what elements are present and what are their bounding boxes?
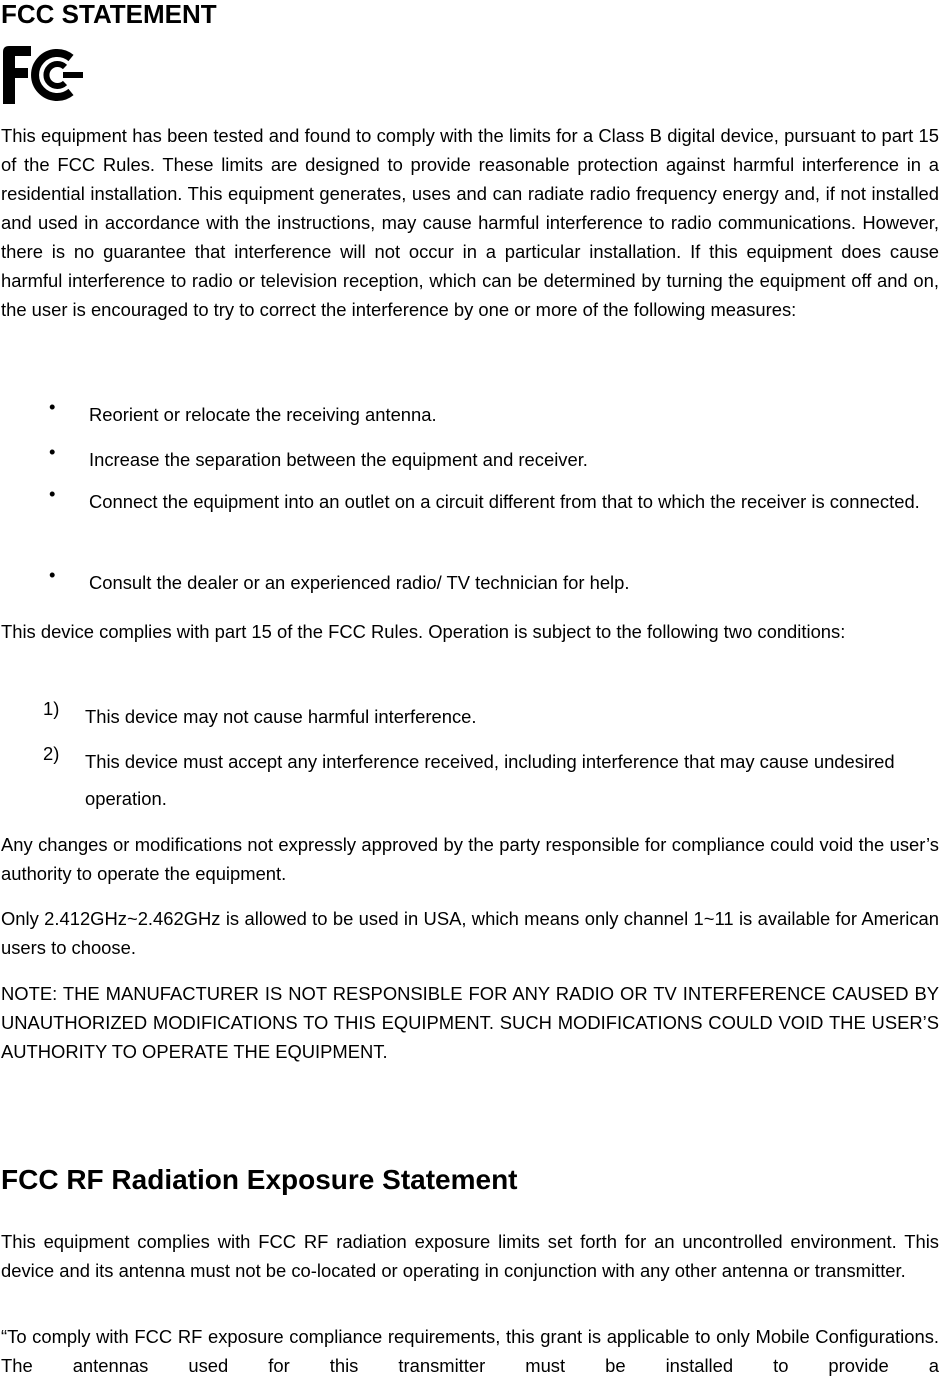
rf-exposure-heading: FCC RF Radiation Exposure Statement	[1, 1164, 518, 1195]
list-item-text: Reorient or relocate the receiving antenna.	[89, 404, 437, 425]
page-title: FCC STATEMENT	[1, 0, 217, 29]
list-item-text: Increase the separation between the equipment and receiver.	[89, 449, 588, 470]
list-item-text: Consult the dealer or an experienced radio/ TV technician for help.	[89, 572, 630, 593]
rf-mobile-text: “To comply with FCC RF exposure compliance requirements, this grant is applicable to only Mobile Configurations. The antennas used for this transmitter must be installed to provide a	[1, 1326, 939, 1376]
fcc-logo-icon	[1, 44, 85, 106]
changes-text: Any changes or modifications not expressly approved by the party responsible for compliance could void the user’s authority to operate the equipment.	[1, 834, 939, 884]
note-paragraph	[1, 979, 939, 1066]
intro-text: This equipment has been tested and found to comply with the limits for a Class B digital device, pursuant to part 15 of the FCC Rules. These limits are designed to provide reasonable protection against harmful interference in a residential installation. This equipment generates, uses and can radiate radio frequency energy and, if not installed and used in accordance with the instructions, may cause harmful interference to radio communications. However, there is no guarantee that interference will not occur in a particular installation. If this equipment does cause harmful interference to radio or television reception, which can be determined by turning the equipment off and on, the user is encouraged to try to correct the interference by one or more of the following measures:	[1, 125, 939, 320]
bullet-icon: •	[49, 441, 56, 462]
channels-text: Only 2.412GHz~2.462GHz is allowed to be used in USA, which means only channel 1~11 is available for American users to choose.	[1, 908, 939, 958]
bullet-icon: •	[49, 396, 56, 417]
list-item-text: Connect the equipment into an outlet on a circuit different from that to which the receiver is connected.	[89, 491, 920, 512]
condition-text: This device must accept any interference received, including interference that may cause undesired operation.	[85, 751, 895, 809]
conditions-intro-text: This device complies with part 15 of the FCC Rules. Operation is subject to the following two conditions:	[1, 621, 846, 642]
channels-paragraph	[1, 904, 939, 962]
note-text: NOTE: THE MANUFACTURER IS NOT RESPONSIBLE FOR ANY RADIO OR TV INTERFERENCE CAUSED BY UNAUTHORIZED MODIFICATIONS TO THIS EQUIPMENT. SUCH MODIFICATIONS COULD VOID THE USER’S AUTHORITY TO OPERATE THE EQUIPMENT.	[1, 983, 939, 1062]
condition-text: This device may not cause harmful interference.	[85, 706, 477, 727]
condition-number: 2)	[43, 743, 60, 764]
rf-mobile-paragraph	[1, 1322, 939, 1380]
bullet-icon: •	[49, 564, 56, 585]
conditions-intro	[1, 615, 939, 649]
bullet-icon: •	[49, 483, 56, 504]
condition-number: 1)	[43, 698, 60, 719]
rf-statement-paragraph	[1, 1227, 939, 1285]
rf-statement-text: This equipment complies with FCC RF radiation exposure limits set forth for an uncontrolled environment. This device and its antenna must not be co-located or operating in conjunction with any other antenna or transmitter.	[1, 1231, 939, 1281]
intro-paragraph	[1, 121, 939, 324]
changes-paragraph	[1, 830, 939, 888]
